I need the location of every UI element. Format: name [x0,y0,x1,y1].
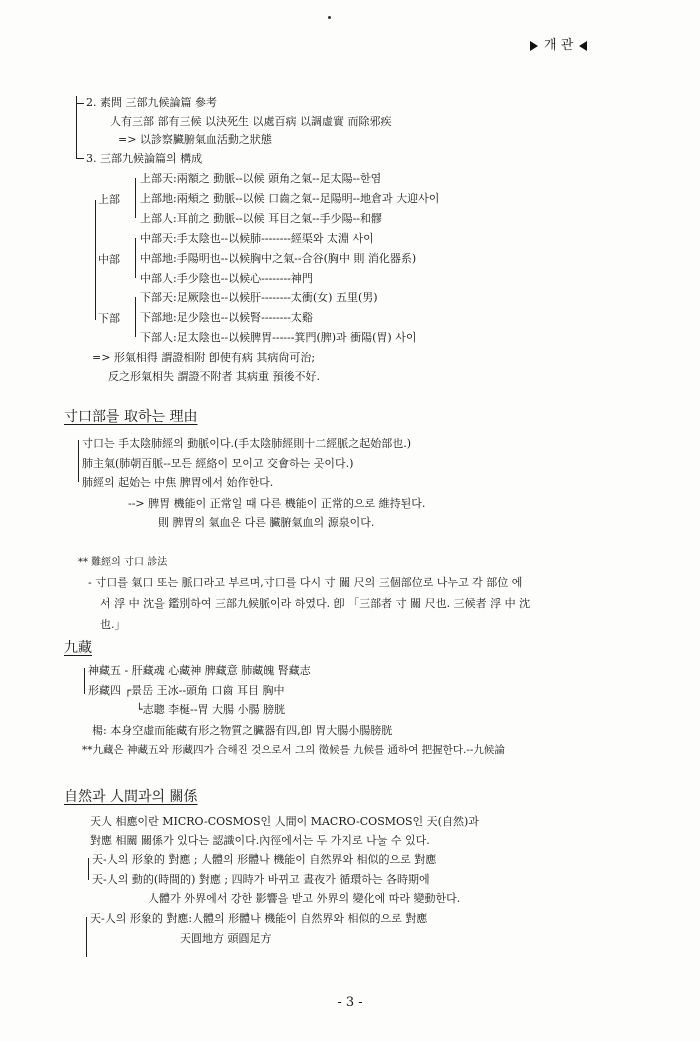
s3-line-2: 서 浮 中 沈을 鑑別하여 三部九候脈이라 하였다. 卽 「三部者 寸 關 尺也. 三候者 浮 中 沈 [100,597,531,610]
s2-line-4: --> 脾胃 機能이 正常일 때 다른 機能이 正常的으로 維持된다. [128,497,426,510]
s4-line-5: **九藏은 神藏五와 形藏四가 合해진 것으로서 그의 徵候를 九候를 通하여 把握한다.--九候論 [82,744,505,756]
upper-bracket [135,178,136,218]
s5-line-7: 天圓地方 頭圓足方 [180,932,272,945]
bracket-line [84,668,85,694]
s5-line-3: 天-人의 形象的 對應 ; 人體의 形體나 機能이 自然界와 相似的으로 對應 [92,853,437,866]
s5-line-2: 對應 相關 關係가 있다는 認識이다.內徑에서는 두 가지로 나눌 수 있다. [90,834,430,847]
s3-heading: ** 難經의 寸口 診法 [78,557,168,568]
s4-heading: 九藏 [64,640,92,656]
bracket-tick [76,158,84,159]
triangle-right-icon [530,41,538,51]
triangle-left-icon [579,41,587,51]
s3-line-1: - 寸口를 氣口 또는 脈口라고 부르며,寸口를 다시 寸 關 尺의 三個部位로 나누고 각 部位 에 [88,576,523,589]
s1-note-2: 反之形氣相失 謂證不附者 其病重 預後不好. [108,370,320,383]
tree-trunk [95,200,96,320]
s2-heading: 寸口部를 取하는 理由 [64,409,198,425]
tree-row: 中部天:手太陰也--以候肺--------經渠와 太淵 사이 [140,232,374,245]
tree-row: 下部地:足少陰也--以候腎--------太谿 [140,311,313,324]
tree-row: 中部地:手陽明也--以候胸中之氣--合谷(胸中 則 消化器系) [140,252,417,265]
tree-row: 下部人:足太陰也--以候脾胃------箕門(脾)과 衝陽(胃) 사이 [140,331,417,344]
lower-bracket [135,297,136,337]
s5-line-1: 天人 相應이란 MICRO-COSMOS인 人間이 MACRO-COSMOS인 天(自然)과 [90,815,479,828]
s4-line-4: 楊: 本身空虛而能藏有形之物質之臟器有四,卽 胃大腸小腸膀胱 [92,724,393,737]
s1-line-2: 人有三部 部有三候 以決死生 以處百病 以調虛實 而除邪疾 [110,115,392,128]
s3-line-3: 也.」 [100,618,126,631]
s2-line-1: 寸口는 手太陰肺經의 動脈이다.(手太陰肺經則十二經脈之起始部也.) [82,437,412,450]
s5-line-6: 天-人의 形象的 對應:人體의 形體나 機能이 自然界와 相似的으로 對應 [90,912,428,925]
s4-line-1: 神藏五 - 肝藏魂 心藏神 脾藏意 肺藏魄 腎藏志 [88,664,311,677]
tree-row: 上部人:耳前之 動脈--以候 耳目之氣--手少陽--和髎 [140,212,382,225]
s1-line-4: 3. 三部九候論篇의 構成 [86,152,203,165]
s2-line-3: 肺經의 起始는 中焦 脾胃에서 始作한다. [82,476,274,489]
s1-line-1: 2. 素問 三部九候論篇 參考 [86,96,217,109]
s5-line-4: 天-人의 動的(時間的) 對應 ; 四時가 바뀌고 晝夜가 循環하는 各時期에 [92,873,430,886]
s5-heading: 自然과 人間과의 關係 [64,789,198,805]
tree-row: 上部地:兩頰之 動脈--以候 口齒之氣--足陽明--地倉과 大迎사이 [140,192,440,205]
s2-line-5: 則 脾胃의 氣血은 다른 臟腑氣血의 源泉이다. [158,516,375,529]
running-header [530,34,587,53]
bracket-tick [76,103,84,104]
tree-row: 上部天:兩額之 動脈--以候 頭角之氣--足太陽--한염 [140,172,382,185]
scan-speck [328,16,331,19]
upper-label: 上部 [98,193,120,206]
s4-line-3: └志聰 李梴--胃 大腸 小腸 膀胱 [136,703,286,716]
bracket-line [78,440,79,482]
s2-line-2: 肺主氣(肺朝百脈--모든 經絡이 모이고 交會하는 곳이다.) [82,457,354,470]
lower-label: 下部 [98,312,120,325]
bracket-line [76,96,77,158]
bracket-line [88,858,89,880]
s1-line-3: => 以診察臟腑氣血活動之狀態 [118,133,272,146]
s1-note-1: => 形氣相得 謂證相附 卽使有病 其病尙可治; [92,351,316,364]
tree-row: 下部天:足厥陰也--以候肝--------太衝(女) 五里(男) [140,291,378,304]
bracket-line [86,917,87,957]
page-number: - 3 - [337,995,363,1010]
header-label: 개 관 [544,38,574,53]
middle-bracket [135,238,136,278]
tree-row: 中部人:手少陰也--以候心--------神門 [140,272,313,285]
middle-label: 中部 [98,253,120,266]
s5-line-5: 人體가 外界에서 강한 影響을 받고 外界의 變化에 따라 變動한다. [148,892,461,905]
s4-line-2: 形藏四 ┌景岳 王冰--頭角 口齒 耳目 胸中 [88,684,285,697]
